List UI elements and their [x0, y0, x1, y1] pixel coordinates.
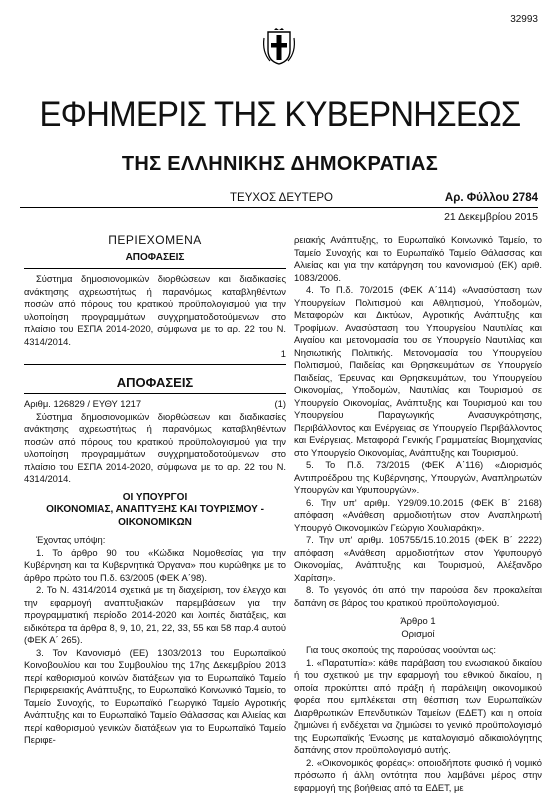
definitions-heading: Ορισμοί [294, 628, 542, 641]
decision-marker: (1) [275, 398, 286, 411]
page-number: 32993 [510, 14, 538, 25]
ministers-line-1: ΟΙ ΥΠΟΥΡΓΟΙ [24, 492, 286, 505]
purpose-text: Για τους σκοπούς της παρούσας νοούνται ως: [294, 644, 542, 657]
definition-item: 2. «Οικονομικός φορέας»: οποιοδήποτε φυσικό ή νομικό πρόσωπο ή άλλη οντότητα που λαμβάνει μέρος στην εφαρμογή της βοήθειας από τα ΕΔΕΤ, με [294, 757, 542, 794]
issue-label: ΤΕΥΧΟΣ ΔΕΥΤΕΡΟ [230, 192, 333, 204]
left-item: 2. Το Ν. 4314/2014 σχετικά με τη διαχείριση, τον έλεγχο και την εφαρμογή αναπτυξιακών παρεμβάσεων για την προγραμματική περίοδο 2014-2020 και λοιπές διατάξεις, και ειδικότερα τα άρθρα 8, 9, 10, 21, 22, 33, 55 και 58 παρ.4 αυτού (ΦΕΚ Α΄ 265). [24, 584, 286, 647]
divider [24, 393, 286, 394]
decisions-heading: ΑΠΟΦΑΣΕΙΣ [24, 377, 286, 390]
article-heading: Άρθρο 1 [294, 615, 542, 628]
right-item: 7. Την υπ' αριθμ. 105755/15.10.2015 (ΦΕΚ Β΄ 2222) απόφαση «Ανάθεση αρμοδιοτήτων στον Υφυπουργό Οικονομίας, Ανάπτυξης και Τουρισμού, Αλέξανδρο Χαρίτση». [294, 534, 542, 584]
ministers-line-3: ΟΙΚΟΝΟΜΙΚΩΝ [24, 517, 286, 530]
left-item: 1. Το άρθρο 90 του «Κώδικα Νομοθεσίας για την Κυβέρνηση και τα Κυβερνητικά Όργανα» που κυρώθηκε με το άρθρο πρώτο του Π.δ. 63/2005 (ΦΕΚ Α΄98). [24, 547, 286, 585]
right-column [294, 234, 542, 794]
gazette-subtitle: ΤΗΣ ΕΛΛΗΝΙΚΗΣ ΔΗΜΟΚΡΑΤΙΑΣ [0, 153, 560, 176]
decision-summary: Σύστημα δημοσιονομικών διορθώσεων και διαδικασίες ανάκτησης αχρεωστήτως ή παρανόμως καταβληθέντων ποσών από πόρους του κρατικού προϋπολογισμού για την υλοποίηση προγραμμάτων συγχρηματοδοτούμενων στο πλαίσιο του ΕΣΠΑ 2014-2020, σύμφωνα με το αρ. 22 του Ν. 4314/2014. [24, 411, 286, 486]
contents-heading: ΠΕΡΙΕΧΟΜΕΝΑ [24, 234, 286, 247]
definition-item: 1. «Παρατυπία»: κάθε παράβαση του ενωσιακού δικαίου ή του σχετικού με την εφαρμογή του εθνικού δικαίου, η οποία προκύπτει από πράξη ή παράλειψη οικονομικού φορέα που εμπλέκεται στη θέσπιση των Ευρωπαϊκών Διαρθρωτικών Επενδυτικών Ταμείων (ΕΔΕΤ) και η οποία ζημιώνει ή ενδέχεται να ζημιώσει το γενικό προϋπολογισμό της Ευρωπαϊκής Ένωσης με καταλογισμό αδικαιολόγητης δαπάνης στον προϋπολογισμό αυτής. [294, 657, 542, 757]
greek-coat-of-arms-icon [261, 28, 297, 66]
contents-section: ΑΠΟΦΑΣΕΙΣ [24, 252, 286, 265]
ministers-line-2: ΟΙΚΟΝΟΜΙΑΣ, ΑΝΑΠΤΥΞΗΣ ΚΑΙ ΤΟΥΡΙΣΜΟΥ - [24, 504, 286, 517]
gazette-title: ΕΦΗΜΕΡΙΣ ΤΗΣ ΚΥΒΕΡΝΗΣΕΩΣ [17, 95, 543, 135]
header-rule [20, 207, 538, 208]
having-regard: Έχοντας υπόψη: [24, 534, 286, 547]
sheet-number: Αρ. Φύλλου 2784 [445, 192, 538, 204]
issue-date: 21 Δεκεμβρίου 2015 [444, 211, 538, 223]
continuation-text: ρειακής Ανάπτυξης, το Ευρωπαϊκό Κοινωνικό Ταμείο, το Ταμείο Συνοχής και το Ευρωπαϊκό Ταμείο Θάλασσας και Αλιείας και για την κατάργηση του κανονισμού (ΕΚ) αριθ. 1083/2006. [294, 234, 542, 284]
contents-item-page: 1 [24, 348, 286, 361]
right-item: 4. Το Π.δ. 70/2015 (ΦΕΚ Α΄114) «Ανασύσταση των Υπουργείων Πολιτισμού και Αθλητισμού, Υποδομών, Μεταφορών και Δικτύων, Αγροτικής Ανάπτυξης και Τροφίμων. Ανασύσταση του Υπουργείου Ναυτιλίας και Αιγαίου και μετονομασία του σε Υπουργείο Ναυτιλίας και Νησιωτικής Πολιτικής. Μετονομασία του Υπουργείου Πολιτισμού, Παιδείας και Θρησκευμάτων σε Υπουργείο Παιδείας, Έρευνας και Θρησκευμάτων, του Υπουργείου Οικονομίας, Υποδομών, Ναυτιλίας και Τουρισμού σε Υπουργείο Οικονομίας, Ανάπτυξης και Τουρισμού και του Υπουργείου Παραγωγικής Ανασυγκρότησης, Περιβάλλοντος και Ενέργειας σε Υπουργείο Περιβάλλοντος και Ενέργειας. Μεταφορά Γενικής Γραμματείας Βιομηχανίας στο Υπουργείο Οικονομίας, Ανάπτυξης και Τουρισμού. [294, 284, 542, 459]
decision-number-row [24, 398, 286, 411]
left-item: 3. Τον Κανονισμό (ΕΕ) 1303/2013 του Ευρωπαϊκού Κοινοβουλίου και του Συμβουλίου της 17ης Δεκεμβρίου 2013 περί καθορισμού κοινών διατάξεων για το Ευρωπαϊκό Ταμείο Περιφερειακής Ανάπτυξης, το Ευρωπαϊκό Κοινωνικό Ταμείο, το Ταμείο Συνοχής, το Ευρωπαϊκό Γεωργικό Ταμείο Αγροτικής Ανάπτυξης και το Ευρωπαϊκό Ταμείο Θάλασσας και Αλιείας και περί καθορισμού γενικών διατάξεων για το Ευρωπαϊκό Ταμείο Περιφε- [24, 647, 286, 747]
contents-block [24, 234, 286, 365]
left-column [24, 234, 286, 747]
right-item: 5. Το Π.δ. 73/2015 (ΦΕΚ Α΄116) «Διορισμός Αντιπροέδρου της Κυβέρνησης, Υπουργών, Αναπληρωτών Υπουργών και Υφυπουργών». [294, 459, 542, 497]
contents-item: Σύστημα δημοσιονομικών διορθώσεων και διαδικασίες ανάκτησης αχρεωστήτως ή παρανόμως καταβληθέντων ποσών από πόρους του κρατικού προϋπολογισμού για την υλοποίηση προγραμμάτων συγχρηματοδοτούμενων στο πλαίσιο του ΕΣΠΑ 2014-2020, σύμφωνα με το αρ. 22 του Ν. 4314/2014. [24, 273, 286, 348]
right-item: 8. Το γεγονός ότι από την παρούσα δεν προκαλείται δαπάνη σε βάρος του κρατικού προϋπολογισμού. [294, 584, 542, 609]
right-item: 6. Την υπ' αριθμ. Υ29/09.10.2015 (ΦΕΚ Β΄ 2168) απόφαση «Ανάθεση αρμοδιοτήτων στον Αναπληρωτή Υπουργό Οικονομικών Γεώργιο Χουλιαράκη». [294, 497, 542, 535]
divider [24, 268, 286, 269]
decision-number: Αριθμ. 126829 / ΕΥΘΥ 1217 [24, 398, 141, 411]
